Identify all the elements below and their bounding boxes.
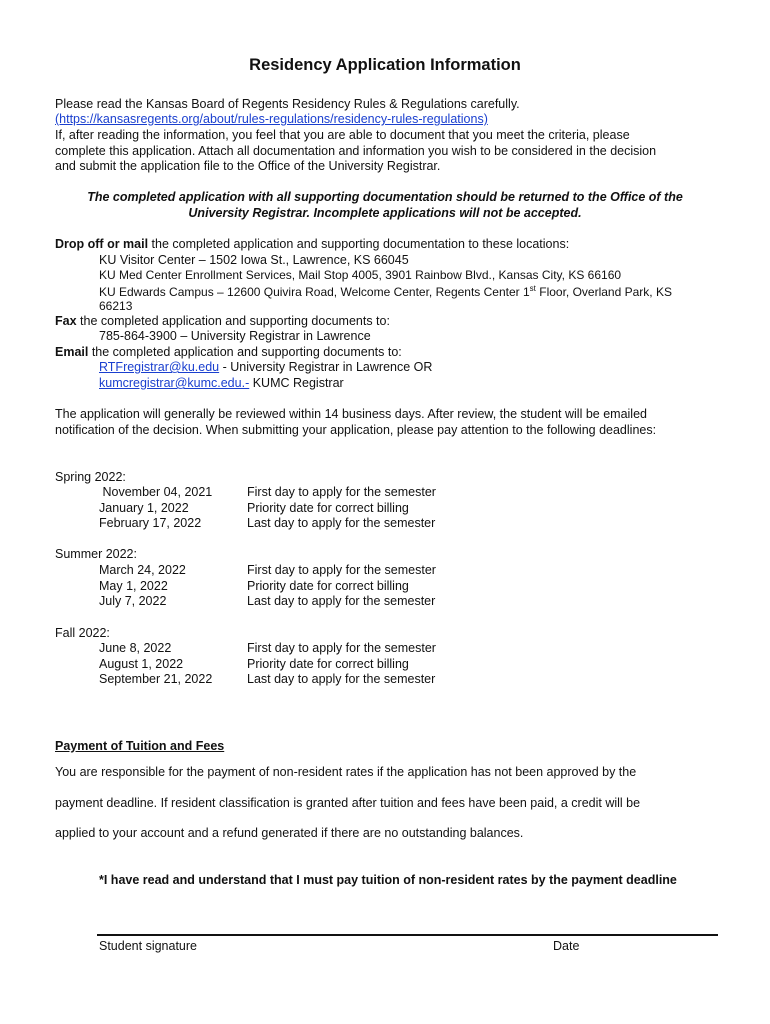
intro-line-4: complete this application. Attach all documentation and information you wish to be considered in the decision (55, 144, 657, 158)
dropoff-label: Drop off or mail (55, 237, 149, 251)
fax-label: Fax (55, 314, 77, 328)
location-edwards-campus (99, 284, 672, 299)
fax-instruction (55, 314, 390, 328)
review-line-1: The application will generally be reviewed within 14 business days. After review, the student will be emailed (55, 407, 647, 421)
spring-desc-3: Last day to apply for the semester (247, 516, 436, 530)
email-text: the completed application and supporting documents to: (88, 345, 402, 359)
term-fall: Fall 2022: (55, 626, 110, 640)
student-signature-label: Student signature (99, 939, 197, 953)
fall-date-1: June 8, 2022 (99, 641, 172, 655)
email-instruction (55, 345, 402, 359)
notice-line-1: The completed application with all supporting documentation should be returned to the Office of the (87, 190, 683, 204)
rtf-registrar-email-link[interactable]: RTFregistrar@ku.edu (99, 360, 220, 374)
spring-desc-2: Priority date for correct billing (247, 501, 409, 515)
spring-desc-1: First day to apply for the semester (247, 485, 436, 499)
signature-line[interactable] (97, 934, 718, 936)
fall-date-2: August 1, 2022 (99, 657, 184, 671)
term-spring: Spring 2022: (55, 470, 126, 484)
dropoff-text: the completed application and supporting documentation to these locations: (148, 237, 570, 251)
intro-line-5: and submit the application file to the Office of the University Registrar. (55, 159, 441, 173)
summer-date-1: March 24, 2022 (99, 563, 186, 577)
kumc-registrar-email-link[interactable]: kumcregistrar@kumc.edu.- (99, 376, 250, 390)
summer-date-2: May 1, 2022 (99, 579, 168, 593)
payment-heading: Payment of Tuition and Fees (55, 739, 225, 753)
location-visitor-center: KU Visitor Center – 1502 Iowa St., Lawrence, KS 66045 (99, 253, 409, 267)
edwards-zip: 66213 (99, 299, 133, 313)
intro-line-3: If, after reading the information, you feel that you are able to document that you meet the criteria, please (55, 128, 630, 142)
email-label: Email (55, 345, 89, 359)
summer-date-3: July 7, 2022 (99, 594, 167, 608)
fax-text: the completed application and supporting documents to: (76, 314, 390, 328)
payment-line-3: applied to your account and a refund generated if there are no outstanding balances. (55, 826, 524, 840)
payment-line-2: payment deadline. If resident classification is granted after tuition and fees have been paid, a credit will be (55, 796, 641, 810)
edwards-address-sup: st (529, 284, 536, 293)
date-label: Date (553, 939, 580, 953)
fax-number: 785-864-3900 – University Registrar in Lawrence (99, 329, 371, 343)
edwards-address-a: KU Edwards Campus – 12600 Quivira Road, Welcome Center, Regents Center 1 (99, 285, 530, 299)
summer-desc-1: First day to apply for the semester (247, 563, 436, 577)
fall-date-3: September 21, 2022 (99, 672, 213, 686)
email-lawrence (99, 360, 432, 374)
spring-date-2: January 1, 2022 (99, 501, 189, 515)
spring-date-1: November 04, 2021 (99, 485, 213, 499)
page-title: Residency Application Information (249, 56, 521, 74)
payment-line-1: You are responsible for the payment of non-resident rates if the application has not been approved by the (55, 765, 637, 779)
email-kumc (99, 376, 344, 390)
summer-desc-2: Priority date for correct billing (247, 579, 409, 593)
email-kumc-text: KUMC Registrar (249, 376, 344, 390)
notice-line-2: University Registrar. Incomplete applications will not be accepted. (188, 206, 582, 220)
fall-desc-1: First day to apply for the semester (247, 641, 436, 655)
fall-desc-3: Last day to apply for the semester (247, 672, 436, 686)
location-med-center: KU Med Center Enrollment Services, Mail Stop 4005, 3901 Rainbow Blvd., Kansas City, KS 66160 (99, 268, 622, 282)
dropoff-instruction (55, 237, 569, 251)
fall-desc-2: Priority date for correct billing (247, 657, 409, 671)
regents-rules-link[interactable]: (https://kansasregents.org/about/rules-regulations/residency-rules-regulations) (55, 112, 488, 126)
summer-desc-3: Last day to apply for the semester (247, 594, 436, 608)
spring-date-3: February 17, 2022 (99, 516, 202, 530)
edwards-address-b: Floor, Overland Park, KS (535, 285, 672, 299)
email-lawrence-text: - University Registrar in Lawrence OR (219, 360, 433, 374)
intro-line-1: Please read the Kansas Board of Regents Residency Rules & Regulations carefully. (55, 97, 520, 111)
acknowledgement-statement: *I have read and understand that I must pay tuition of non-resident rates by the payment deadline (99, 873, 677, 887)
review-line-2: notification of the decision. When submitting your application, please pay attention to the following deadlines: (55, 423, 657, 437)
term-summer: Summer 2022: (55, 547, 137, 561)
